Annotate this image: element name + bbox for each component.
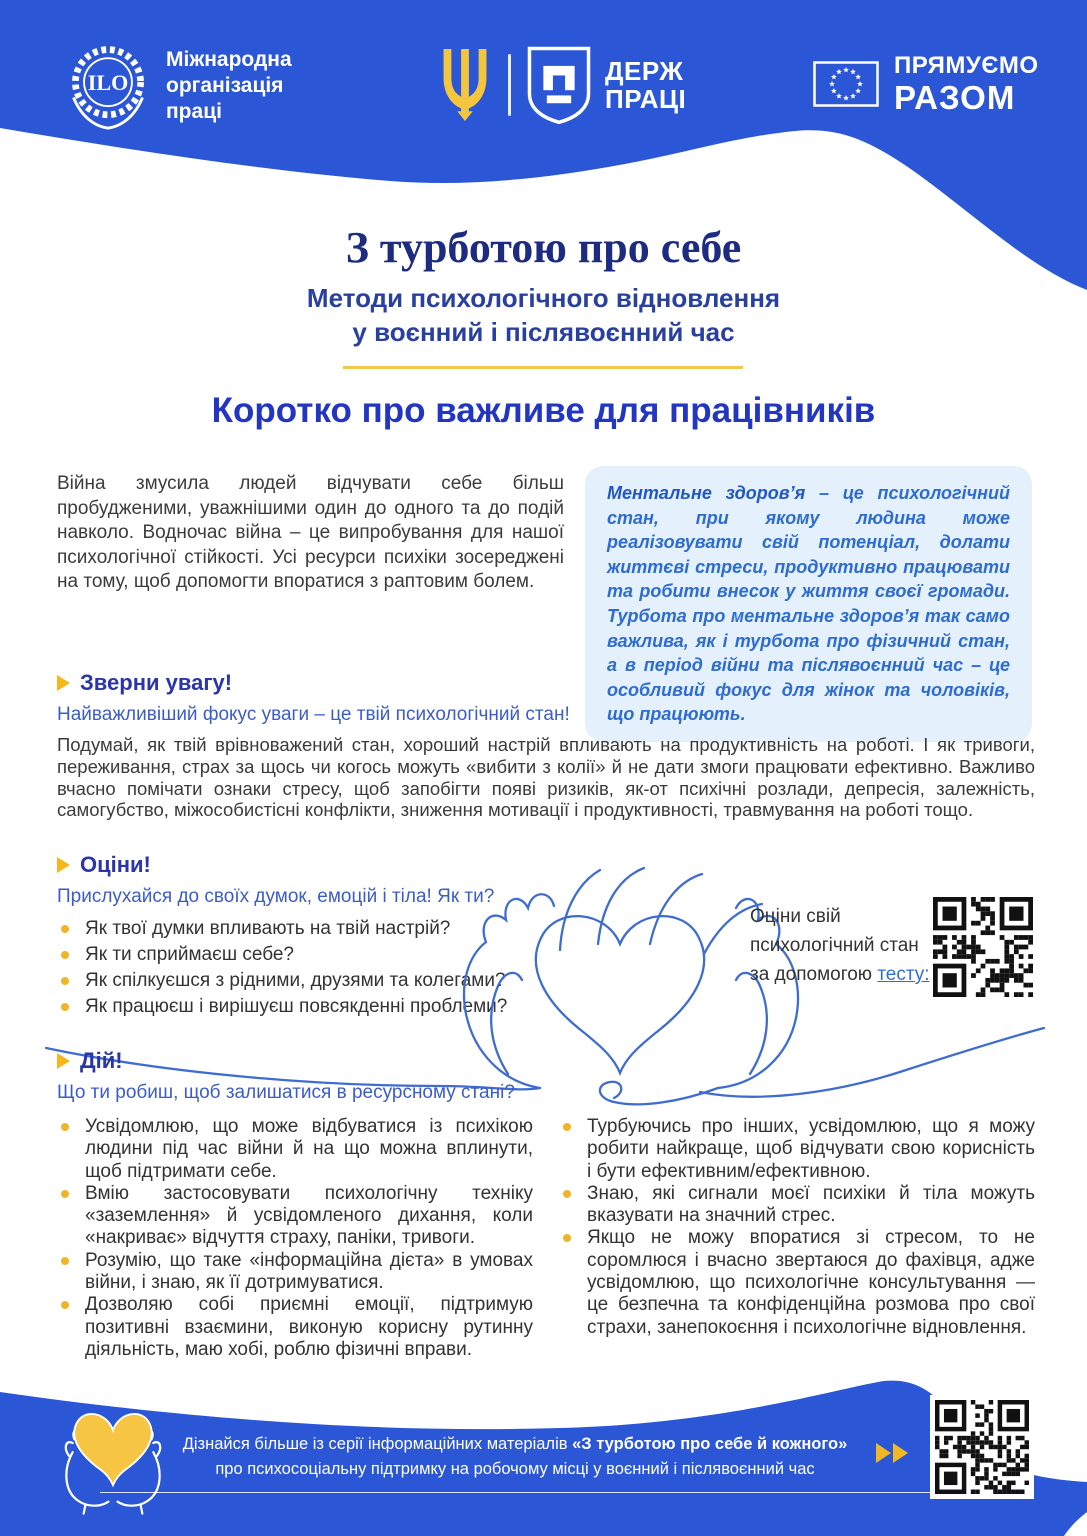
footer-line1-bold: «З турботою про себе й кожного»	[572, 1435, 848, 1453]
section-title: Коротко про важливе для працівників	[211, 391, 876, 430]
arrow-right-icon	[57, 1053, 70, 1069]
ilo-emblem-letters: ILO	[87, 69, 129, 95]
attention-lead: Найважливіший фокус уваги – це твій психологічний стан!	[57, 704, 570, 725]
act-lead: Що ти робиш, щоб залишатися в ресурсному стані?	[57, 1082, 515, 1103]
list-item	[57, 1183, 533, 1250]
act-columns	[57, 1116, 1035, 1361]
bullet-dot	[61, 1257, 69, 1265]
shield-icon	[526, 45, 592, 125]
intro-paragraph: Війна змусила людей відчувати себе більш пробудженими, уважнішими один до одного та до подій навколо. Водночас війна – це випробування для нашої психологічної стійкості. Усі ресурси психіки зосереджені на тому, щоб допомогти впоратися з раптовим болем.	[57, 473, 564, 592]
bullet-text: Усвідомлюю, що може відбуватися із психікою людини під час війни й на що можна вплинути, щоб підтримати себе.	[85, 1116, 533, 1182]
list-item	[57, 944, 527, 966]
list-item	[57, 970, 527, 992]
bullet-dot	[563, 1234, 571, 1242]
title-divider	[343, 366, 743, 369]
act-right-list	[559, 1116, 1035, 1361]
chevron-right-icon	[876, 1443, 891, 1463]
bullet-text: Як працюєш і вирішуєш повсякденні проблеми?	[85, 996, 508, 1017]
assess-heading: Оціни!	[80, 852, 151, 877]
bullet-dot	[61, 1003, 69, 1011]
bullet-dot	[61, 925, 69, 933]
arrow-right-icon	[57, 675, 70, 691]
ilo-emblem-icon	[62, 40, 154, 132]
assess-lead: Прислухайся до своїх думок, емоцій і тіла! Як ти?	[57, 886, 495, 907]
list-item	[57, 1250, 533, 1295]
derzhpratsi-text-line2: ПРАЦІ	[605, 84, 687, 114]
eu-logo	[813, 54, 1039, 114]
mental-health-info-box	[585, 466, 1032, 742]
chevron-right-icon	[893, 1443, 908, 1463]
arrow-right-icon	[57, 857, 70, 873]
qr-caption-line1: Оціни свій	[750, 906, 841, 927]
qr-caption-line3	[750, 960, 935, 989]
footer-line1-prefix: Дізнайся більше із серії інформаційних матеріалів	[182, 1435, 573, 1453]
page-subtitle-line1: Методи психологічного відновлення	[306, 283, 781, 313]
assess-qr-caption	[750, 902, 935, 989]
bullet-dot	[61, 951, 69, 959]
bullet-dot	[563, 1190, 571, 1198]
logo-divider	[508, 54, 511, 116]
bullet-text: Турбуючись про інших, усвідомлюю, що я можу робити найкраще, щоб відчувати свою корисність і бути ефективним/ефективною.	[587, 1116, 1035, 1182]
bullet-text: Якщо не можу впоратися зі стресом, то не соромлюся і вчасно звертаюся до фахівця, адже усвідомлюю, що психологічне консультування — це безпечна та конфіденційна розмова про свої страхи, занепокоєння і психологічне відновлення.	[587, 1227, 1035, 1338]
derzhpratsi-text-line1: ДЕРЖ	[605, 56, 684, 86]
info-box-text: – це психологічний стан, при якому людина може реалізовувати свій потенціал, долати життєві стреси, продуктивно працювати та робити внесок у життя своєї громади. Турбота про ментальне здоров’я так само важлива, як і турбота про фізичний стан, а в період війни та післявоєнний час – це особливий фокус для жінок та чоловіків, що працюють.	[607, 483, 1010, 725]
list-item	[57, 996, 527, 1018]
ilo-text-line1: Міжнародна	[166, 48, 292, 71]
list-item	[559, 1183, 1035, 1228]
bullet-text: Розумію, що таке «інформаційна дієта» в умовах війни, і знаю, як її дотримуватися.	[85, 1249, 533, 1294]
list-item	[57, 1116, 533, 1183]
ilo-text-line3: праці	[166, 100, 222, 123]
footer-text	[150, 1432, 880, 1482]
trident-icon	[437, 47, 493, 123]
bullet-dot	[61, 977, 69, 985]
page-title: З турботою про себе	[345, 223, 742, 272]
bullet-dot	[61, 1301, 69, 1309]
footer-divider-line	[100, 1492, 930, 1493]
bullet-dot	[61, 1123, 69, 1131]
footer-text-line2: про психосоціальну підтримку на робочому місці у воєнний і післявоєнний час	[215, 1460, 815, 1478]
bullet-text: Знаю, які сигнали моєї психіки й тіла можуть вказувати на значний стрес.	[587, 1182, 1035, 1227]
derzhpratsi-logo-text	[605, 57, 686, 113]
assess-qr-code	[933, 897, 1033, 997]
test-link[interactable]: тесту:	[877, 964, 930, 985]
act-heading-row	[57, 1048, 123, 1074]
ilo-text-line2: організація	[166, 74, 284, 97]
bullet-text: Як ти сприймаєш себе?	[85, 944, 294, 965]
list-item	[57, 918, 527, 940]
assess-bullet-list	[57, 918, 527, 1022]
act-left-list	[57, 1116, 533, 1361]
ilo-logo-text	[166, 47, 292, 125]
derzhpratsi-logo	[437, 45, 686, 125]
assess-heading-row	[57, 852, 151, 878]
bullet-text: Вмію застосовувати психологічну техніку «заземлення» й усвідомленого дихання, коли «накриває» відчуття страху, паніки, тривоги.	[85, 1182, 533, 1249]
ilo-logo	[62, 40, 292, 132]
attention-heading: Зверни увагу!	[80, 670, 233, 695]
info-box-lead: Ментальне здоров’я	[607, 483, 806, 503]
bullet-dot	[61, 1190, 69, 1198]
bullet-text: Дозволяю собі приємні емоції, підтримую позитивні взаємини, виконую корисну рутинну діяльність, маю хобі, роблю фізичні вправи.	[85, 1294, 533, 1360]
attention-heading-row	[57, 670, 232, 696]
footer-qr-code	[930, 1395, 1034, 1499]
page-subtitle-line2: у воєнний і післявоєнний час	[352, 317, 735, 347]
bullet-text: Як спілкуєшся з рідними, друзями та колегами?	[85, 970, 506, 991]
forward-chevrons-icon	[876, 1443, 910, 1463]
qr-caption-line2: психологічний стан	[750, 935, 919, 956]
bullet-text: Як твої думки впливають на твій настрій?	[85, 918, 451, 939]
eu-flag-icon	[813, 61, 879, 107]
eu-logo-text	[894, 54, 1039, 114]
eu-text-line2: РАЗОМ	[894, 79, 1016, 116]
list-item	[559, 1227, 1035, 1338]
attention-body: Подумай, як твій врівноважений стан, хороший настрій впливають на продуктивність на роботі. І як тривоги, переживання, страх за щось чи когось можуть «вибити з колії» й не дати змоги працювати ефективно. Важливо вчасно помічати ознаки стресу, щоб запобігти появі ризиків, як-от психічні розлади, депресія, залежність, самогубство, міжособистісні конфлікти, зниження мотивації і продуктивності, травмування на роботі тощо.	[57, 734, 1035, 821]
qr-caption-line3-prefix: за допомогою	[750, 964, 878, 985]
list-item	[559, 1116, 1035, 1183]
eu-text-line1: ПРЯМУЄМО	[894, 52, 1039, 79]
bullet-dot	[563, 1123, 571, 1131]
footer-text-line1	[150, 1432, 880, 1457]
act-heading: Дій!	[80, 1048, 123, 1073]
